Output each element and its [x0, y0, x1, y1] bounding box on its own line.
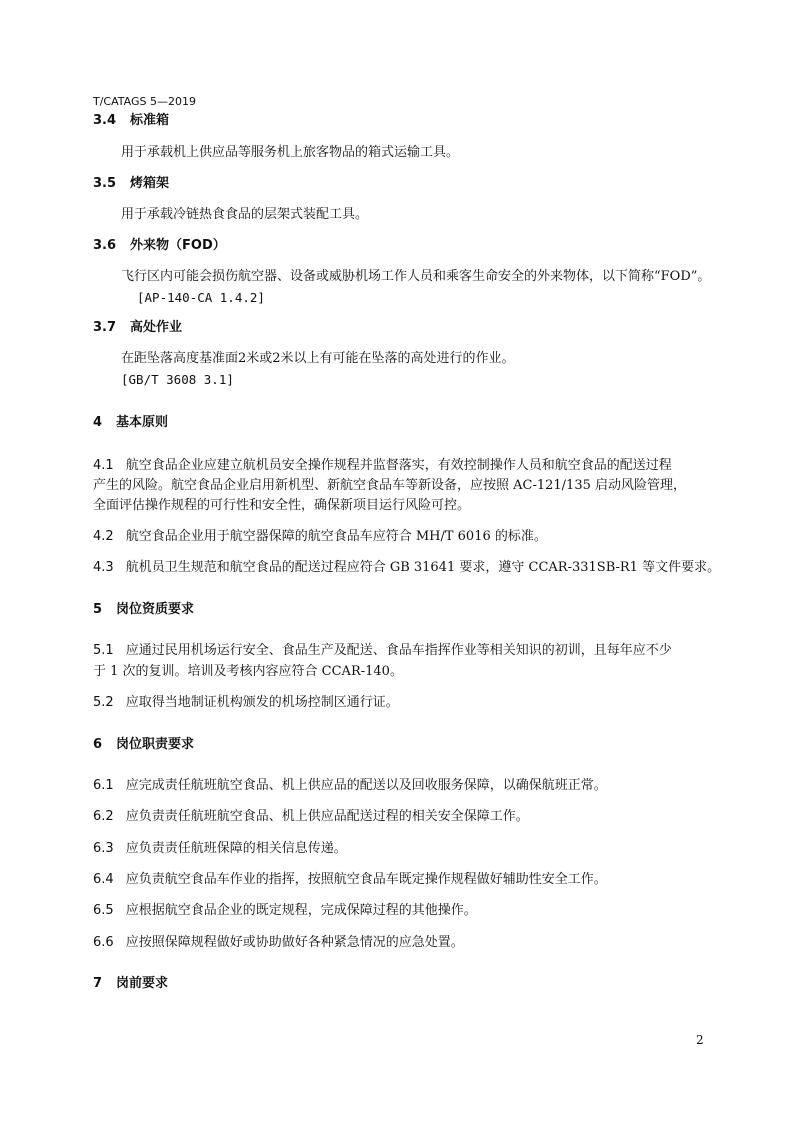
- section-title: 岗位资质要求: [116, 602, 195, 617]
- clause-6-5: [93, 903, 477, 919]
- clause-text: 应负责航空食品车作业的指挥，按照航空食品车既定操作规程做好辅助性安全工作。: [125, 872, 607, 887]
- clause-6-2: [93, 809, 529, 825]
- section-title: 岗位职责要求: [116, 737, 195, 752]
- term-title: 高处作业: [130, 320, 183, 335]
- term-3-4-heading: [93, 113, 169, 129]
- clause-number: 6.2: [93, 809, 114, 824]
- clause-text: 应按照保障规程做好或协助做好各种紧急情况的应急处置。: [125, 935, 464, 950]
- clause-number: 4.1: [93, 458, 114, 473]
- term-number: 3.4: [93, 113, 117, 128]
- section-6-heading: [93, 737, 194, 753]
- clause-5-1-line-2: 于 1 次的复训。培训及考核内容应符合 CCAR-140。: [93, 664, 403, 679]
- clause-5-1-line-1: [93, 643, 672, 659]
- term-3-7-definition: 在距坠落高度基准面2米或2米以上有可能在坠落的高处进行的作业。: [121, 351, 515, 366]
- section-title: 岗前要求: [116, 976, 169, 991]
- term-number: 3.7: [93, 320, 117, 335]
- section-number: 7: [93, 976, 103, 991]
- section-7-heading: [93, 976, 168, 992]
- clause-6-1: [93, 778, 607, 794]
- clause-number: 6.6: [93, 935, 114, 950]
- clause-number: 6.1: [93, 778, 114, 793]
- clause-4-1-line-1: [93, 458, 672, 474]
- section-number: 5: [93, 602, 103, 617]
- term-3-7-reference: [GB/T 3608 3.1]: [121, 372, 234, 387]
- term-3-6-reference: [AP-140-CA 1.4.2]: [137, 290, 265, 305]
- section-title: 基本原则: [116, 415, 169, 430]
- clause-number: 5.2: [93, 695, 114, 710]
- clause-number: 5.1: [93, 643, 114, 658]
- term-3-5-definition: 用于承载冷链热食食品的层架式装配工具。: [121, 207, 369, 222]
- term-3-4-definition: 用于承载机上供应品等服务机上旅客物品的箱式运输工具。: [121, 145, 460, 160]
- term-title: 外来物（FOD）: [130, 238, 226, 253]
- section-4-heading: [93, 415, 168, 431]
- clause-4-3: [93, 560, 720, 576]
- term-3-7-heading: [93, 320, 182, 336]
- clause-text: 应通过民用机场运行安全、食品生产及配送、食品车指挥作业等相关知识的初训，且每年应不少: [125, 643, 672, 658]
- term-number: 3.5: [93, 176, 117, 191]
- clause-4-2: [93, 529, 547, 545]
- clause-text: 航空食品企业用于航空器保障的航空食品车应符合 MH/T 6016 的标准。: [125, 529, 547, 544]
- clause-6-4: [93, 872, 607, 888]
- section-number: 6: [93, 737, 103, 752]
- clause-text: 应负责责任航班保障的相关信息传递。: [125, 841, 347, 856]
- term-3-5-heading: [93, 176, 169, 192]
- term-3-6-definition: 飞行区内可能会损伤航空器、设备或威胁机场工作人员和乘客生命安全的外来物体，以下简称“FOD”。: [121, 269, 711, 284]
- clause-5-2: [93, 695, 399, 711]
- section-5-heading: [93, 602, 194, 618]
- document-code-header: T/CATAGS 5—2019: [93, 95, 196, 108]
- clause-text: 航空食品企业应建立航机员安全操作规程并监督落实，有效控制操作人员和航空食品的配送过程: [125, 458, 672, 473]
- clause-4-1-line-2: 产生的风险。航空食品企业启用新机型、新航空食品车等新设备，应按照 AC-121/135 启动风险管理，: [93, 478, 686, 493]
- clause-text: 应取得当地制证机构颁发的机场控制区通行证。: [125, 695, 399, 710]
- clause-number: 4.2: [93, 529, 114, 544]
- clause-text: 应完成责任航班航空食品、机上供应品的配送以及回收服务保障，以确保航班正常。: [125, 778, 607, 793]
- clause-number: 6.5: [93, 903, 114, 918]
- clause-text: 航机员卫生规范和航空食品的配送过程应符合 GB 31641 要求，遵守 CCAR-331SB-R1 等文件要求。: [125, 560, 721, 575]
- term-title: 标准箱: [130, 113, 170, 128]
- term-title: 烤箱架: [130, 176, 170, 191]
- clause-6-3: [93, 841, 347, 857]
- clause-4-1-line-3: 全面评估操作规程的可行性和安全性，确保新项目运行风险可控。: [93, 498, 471, 513]
- page-number: 2: [696, 1033, 704, 1047]
- clause-text: 应根据航空食品企业的既定规程，完成保障过程的其他操作。: [125, 903, 477, 918]
- clause-text: 应负责责任航班航空食品、机上供应品配送过程的相关安全保障工作。: [125, 809, 529, 824]
- clause-6-6: [93, 935, 464, 951]
- term-3-6-heading: [93, 238, 226, 254]
- clause-number: 6.3: [93, 841, 114, 856]
- clause-number: 4.3: [93, 560, 114, 575]
- section-number: 4: [93, 415, 103, 430]
- term-number: 3.6: [93, 238, 117, 253]
- clause-number: 6.4: [93, 872, 114, 887]
